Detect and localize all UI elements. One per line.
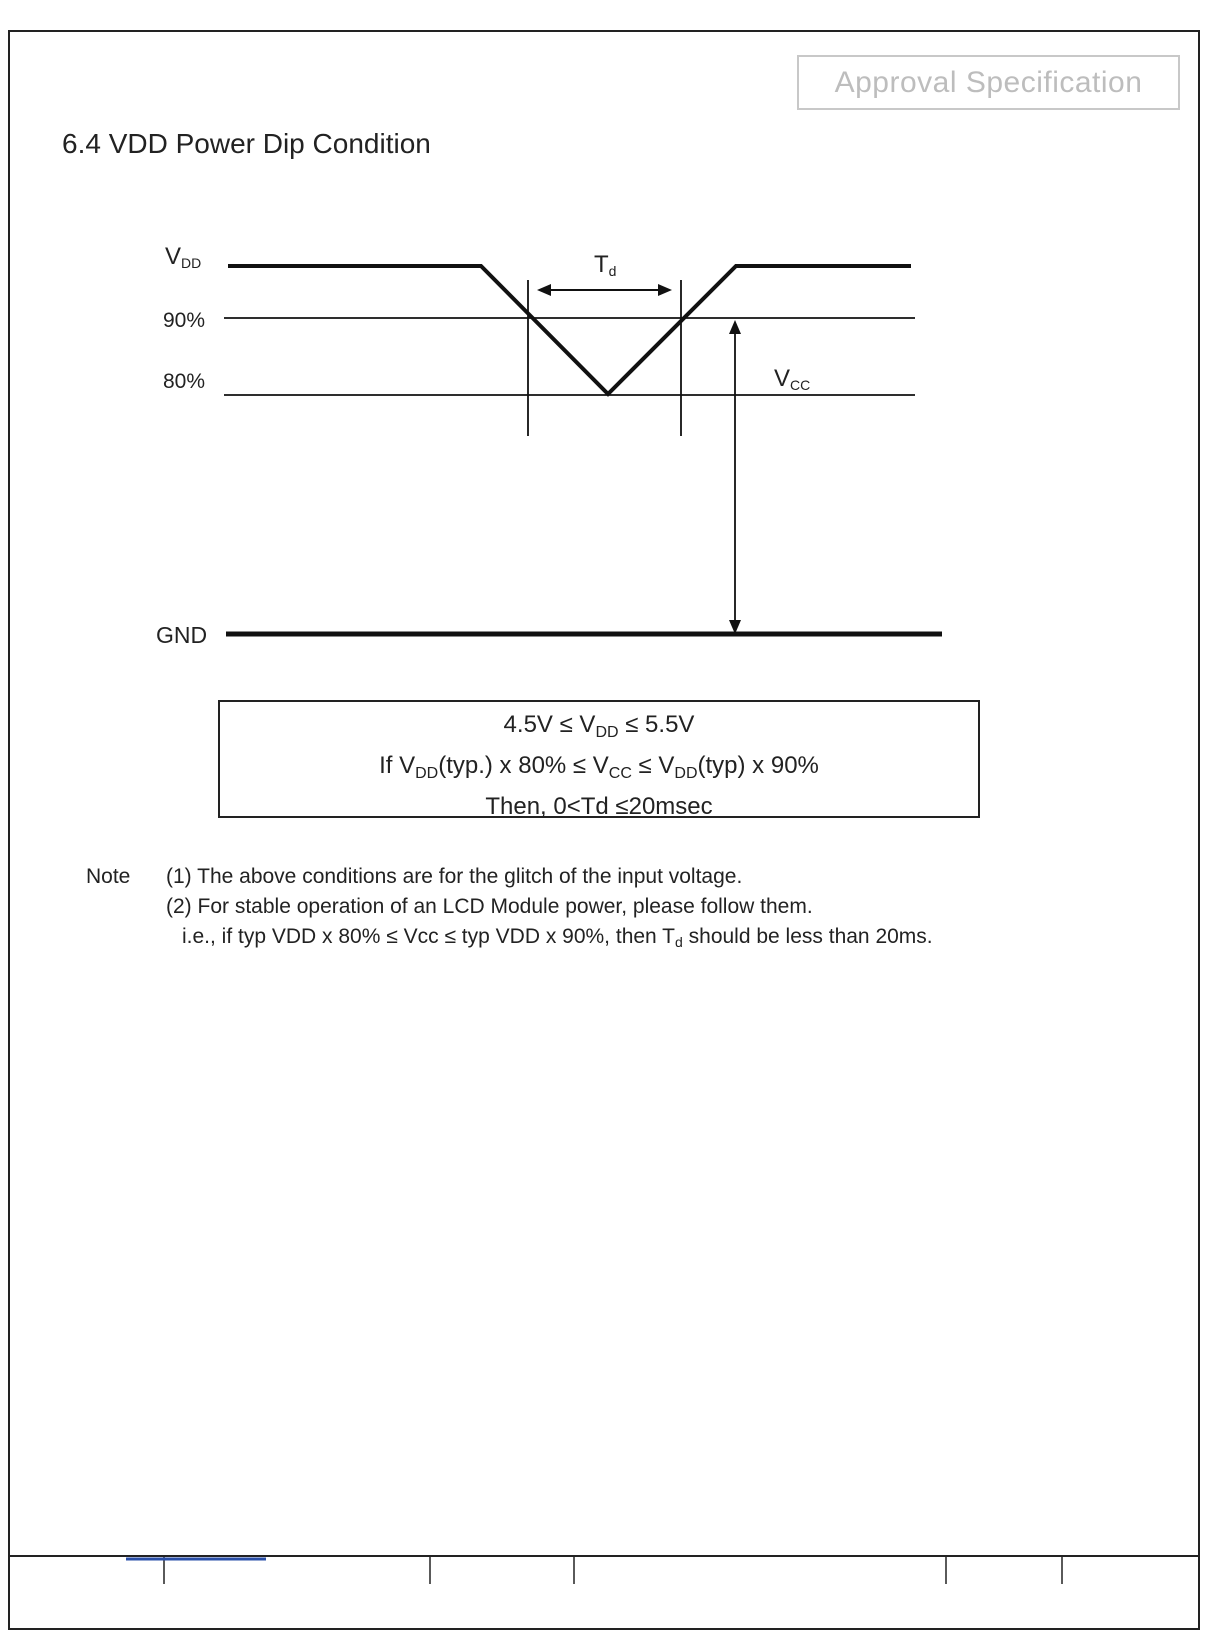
note-lines (166, 862, 1166, 957)
condition-line-2-sub1: DD (415, 765, 439, 782)
condition-line-2-c: ≤ V (631, 752, 675, 779)
condition-line-1-b: ≤ 5.5V (618, 711, 695, 738)
condition-box (218, 700, 980, 818)
vcc-label-sub: CC (790, 377, 811, 393)
condition-line-1-sub: DD (595, 724, 619, 741)
td-label-sub: d (608, 263, 617, 279)
condition-line-2-b: (typ.) x 80% ≤ V (438, 752, 609, 779)
condition-line-2-sub3: DD (674, 765, 698, 782)
note-2: (2) For stable operation of an LCD Module power, please follow them. (166, 895, 813, 918)
note-3-a: i.e., if typ VDD x 80% ≤ Vcc ≤ typ VDD x 90%, then T (182, 925, 676, 948)
note-label: Note (86, 865, 131, 888)
power-dip-diagram (0, 0, 1224, 700)
pct90-label: 90% (163, 309, 206, 332)
gnd-label: GND (156, 622, 208, 648)
td-label (594, 251, 616, 279)
condition-line-2-sub2: CC (608, 765, 632, 782)
td-arrowhead-right (658, 284, 672, 296)
vcc-label-main: V (774, 365, 791, 392)
note-3-b: should be less than 20ms. (682, 925, 933, 948)
note-3 (166, 922, 1166, 957)
condition-line-2-d: (typ) x 90% (697, 752, 819, 779)
condition-line-1-a: 4.5V ≤ V (503, 711, 596, 738)
vdd-label-sub: DD (181, 255, 202, 271)
condition-line-3: Then, 0<Td ≤20msec (485, 793, 713, 820)
watermark-text: Approval Specification (834, 65, 1143, 99)
condition-line-2 (220, 749, 978, 790)
section-title: 6.4 VDD Power Dip Condition (62, 128, 431, 159)
pct80-label: 80% (163, 370, 206, 393)
note-3-sub: d (675, 934, 683, 950)
td-arrowhead-left (537, 284, 551, 296)
condition-line-2-a: If V (379, 752, 416, 779)
vcc-arrowhead-top (729, 320, 741, 334)
note-1: (1) The above conditions are for the glitch of the input voltage. (166, 865, 743, 888)
vdd-label (165, 243, 201, 271)
condition-line-1 (220, 708, 978, 749)
vcc-label (774, 365, 810, 393)
vdd-label-main: V (165, 243, 182, 270)
td-label-main: T (594, 251, 609, 278)
